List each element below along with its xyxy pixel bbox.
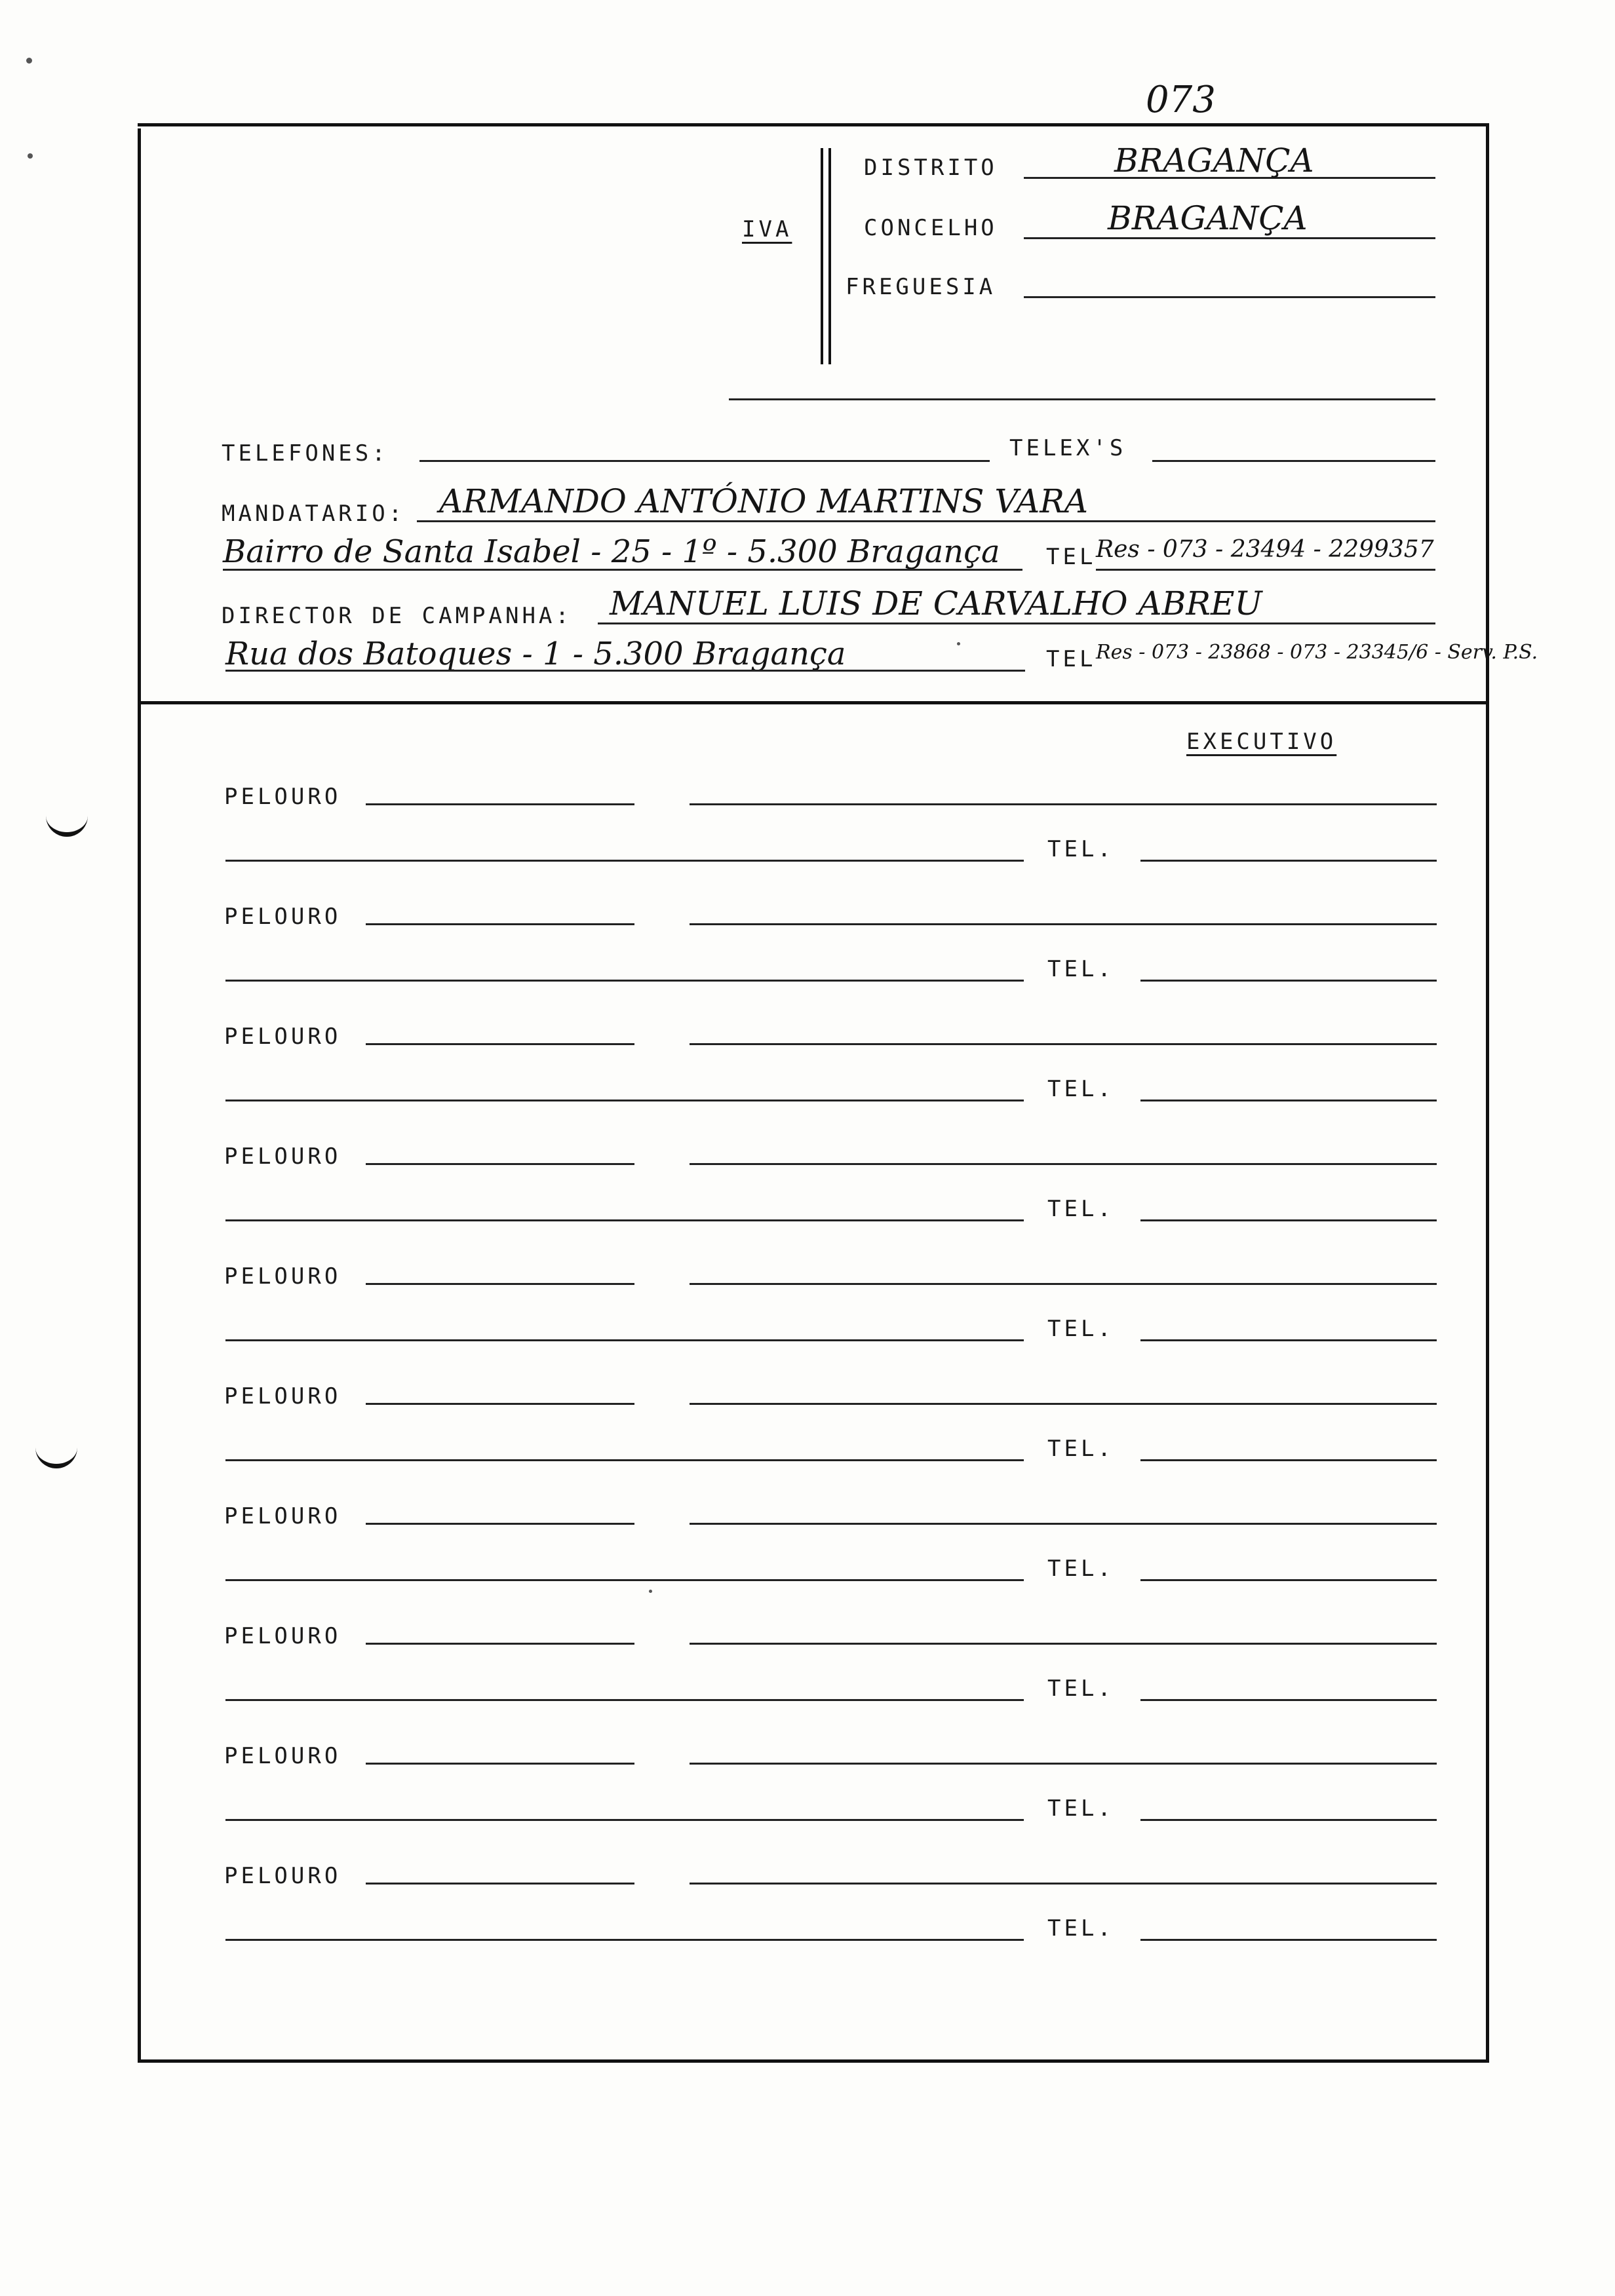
pelouro-short-line xyxy=(366,1163,634,1165)
mandatario-label: MANDATARIO: xyxy=(222,501,406,527)
pelouro-address-line xyxy=(225,1459,1024,1461)
pelouro-long-line xyxy=(690,803,1437,805)
pelouro-short-line xyxy=(366,1643,634,1645)
telefones-line xyxy=(419,460,990,462)
executivo-title: EXECUTIVO xyxy=(1186,729,1337,755)
pelouro-long-line xyxy=(690,1043,1437,1045)
scan-speck xyxy=(28,153,33,159)
pelouro-long-line xyxy=(690,1763,1437,1765)
telefones-label: TELEFONES: xyxy=(222,440,389,467)
pelouro-address-line xyxy=(225,1219,1024,1221)
pelouro-label: PELOURO xyxy=(224,1024,341,1050)
pelouro-tel-line xyxy=(1140,860,1437,862)
pelouro-long-line xyxy=(690,1523,1437,1525)
pelouro-tel-line xyxy=(1140,1339,1437,1341)
pelouro-tel-label: TEL. xyxy=(1047,1556,1114,1582)
director-label: DIRECTOR DE CAMPANHA: xyxy=(222,603,572,629)
pelouro-tel-label: TEL. xyxy=(1047,1196,1114,1222)
pelouro-label: PELOURO xyxy=(224,1623,341,1649)
concelho-value: BRAGANÇA xyxy=(1108,199,1308,237)
pelouro-address-line xyxy=(225,1699,1024,1701)
director-line xyxy=(598,622,1435,624)
director-address: Rua dos Batoques - 1 - 5.300 Bragança xyxy=(225,636,846,672)
director-address-line xyxy=(225,670,1025,672)
director-tel-label: TEL xyxy=(1046,646,1097,672)
pelouro-short-line xyxy=(366,1403,634,1405)
mandatario-tel-label: TEL xyxy=(1046,544,1097,570)
pelouro-tel-label: TEL. xyxy=(1047,1795,1114,1822)
pelouro-short-line xyxy=(366,923,634,925)
scan-speck xyxy=(957,642,960,645)
pelouro-long-line xyxy=(690,1403,1437,1405)
pelouro-tel-line xyxy=(1140,1579,1437,1581)
mandatario-tel-line xyxy=(1096,569,1435,571)
pelouro-tel-label: TEL. xyxy=(1047,1076,1114,1102)
director-tel: Res - 073 - 23868 - 073 - 23345/6 - Serv. P.S. xyxy=(1096,641,1538,664)
mandatario-value: ARMANDO ANTÓNIO MARTINS VARA xyxy=(439,482,1089,520)
pelouro-tel-label: TEL. xyxy=(1047,836,1114,862)
director-value: MANUEL LUIS DE CARVALHO ABREU xyxy=(610,584,1262,622)
pelouro-tel-line xyxy=(1140,980,1437,982)
pelouro-label: PELOURO xyxy=(224,1263,341,1290)
pelouro-address-line xyxy=(225,1579,1024,1581)
distrito-value: BRAGANÇA xyxy=(1114,142,1314,180)
pelouro-short-line xyxy=(366,1043,634,1045)
pelouro-address-line xyxy=(225,860,1024,862)
pelouro-short-line xyxy=(366,1763,634,1765)
pelouro-address-line xyxy=(225,1100,1024,1101)
mandatario-line xyxy=(417,520,1435,522)
mandatario-tel: Res - 073 - 23494 - 2299357 xyxy=(1096,536,1434,563)
pelouro-tel-line xyxy=(1140,1459,1437,1461)
concelho-label: CONCELHO xyxy=(864,215,998,241)
pelouro-tel-label: TEL. xyxy=(1047,956,1114,982)
document-number: 073 xyxy=(1146,79,1216,121)
pelouro-address-line xyxy=(225,1339,1024,1341)
pelouro-address-line xyxy=(225,980,1024,982)
pelouro-label: PELOURO xyxy=(224,1143,341,1170)
freguesia-line xyxy=(1024,296,1435,298)
pelouro-tel-line xyxy=(1140,1219,1437,1221)
binder-mark-top xyxy=(46,810,88,837)
pelouro-tel-label: TEL. xyxy=(1047,1436,1114,1462)
pelouro-long-line xyxy=(690,923,1437,925)
pelouro-short-line xyxy=(366,1283,634,1285)
pelouro-long-line xyxy=(690,1163,1437,1165)
pelouro-address-line xyxy=(225,1939,1024,1941)
header-divider xyxy=(821,148,823,364)
distrito-label: DISTRITO xyxy=(864,155,998,181)
pelouro-tel-label: TEL. xyxy=(1047,1316,1114,1342)
mandatario-address-line xyxy=(223,569,1022,571)
pelouro-long-line xyxy=(690,1283,1437,1285)
pelouro-address-line xyxy=(225,1819,1024,1821)
pelouro-tel-label: TEL. xyxy=(1047,1915,1114,1942)
pelouro-label: PELOURO xyxy=(224,1383,341,1409)
scan-speck xyxy=(26,58,32,64)
pelouro-tel-line xyxy=(1140,1939,1437,1941)
concelho-line xyxy=(1024,237,1435,239)
freguesia-label: FREGUESIA xyxy=(846,274,996,300)
pelouro-long-line xyxy=(690,1643,1437,1645)
pelouro-tel-label: TEL. xyxy=(1047,1675,1114,1702)
pelouro-short-line xyxy=(366,1883,634,1885)
pelouro-tel-line xyxy=(1140,1819,1437,1821)
pelouro-label: PELOURO xyxy=(224,904,341,930)
binder-mark-bottom xyxy=(35,1442,77,1468)
pelouro-label: PELOURO xyxy=(224,1863,341,1889)
pelouro-short-line xyxy=(366,803,634,805)
header-left-mark xyxy=(138,128,141,705)
scan-speck xyxy=(649,1590,652,1593)
mandatario-address: Bairro de Santa Isabel - 25 - 1º - 5.300 Bragança xyxy=(223,533,1000,570)
header-separator xyxy=(729,398,1435,400)
header-divider-2 xyxy=(828,148,831,364)
pelouro-label: PELOURO xyxy=(224,784,341,810)
pelouro-label: PELOURO xyxy=(224,1743,341,1769)
telex-label: TELEX'S xyxy=(1009,435,1127,461)
telex-line xyxy=(1152,460,1435,462)
pelouro-short-line xyxy=(366,1523,634,1525)
pelouro-tel-line xyxy=(1140,1100,1437,1101)
pelouro-tel-line xyxy=(1140,1699,1437,1701)
pelouro-long-line xyxy=(690,1883,1437,1885)
pelouro-label: PELOURO xyxy=(224,1503,341,1529)
iva-label: IVA xyxy=(742,216,792,242)
